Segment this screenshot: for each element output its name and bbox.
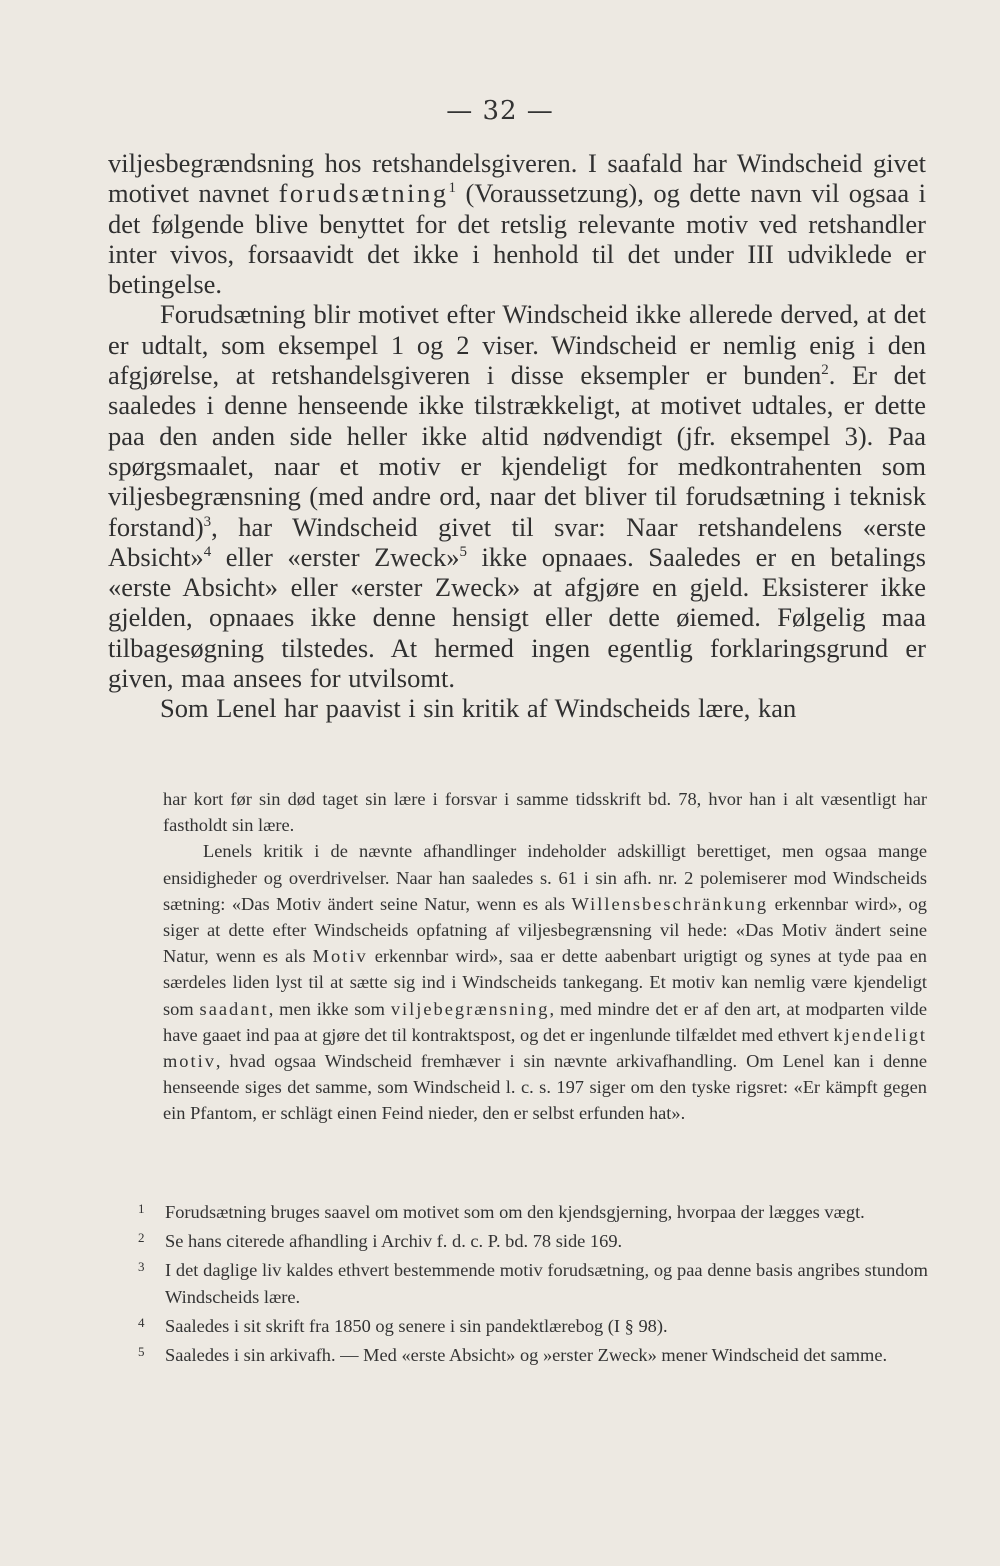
paragraph-3: Som Lenel har paavist i sin kritik af Windscheids lære, kan <box>160 693 797 724</box>
footnote-text: Saaledes i sit skrift fra 1850 og senere i sin pandektlærebog (I § 98). <box>165 1315 668 1336</box>
text-run: eller «erster Zweck» <box>211 541 460 572</box>
text-run: Forudsætning blir motivet efter Windscheid ikke allerede derved, at det er udtalt, som eksempel 1 og 2 viser. Windscheid er nemlig enig i den afgjørelse, at retshandelsgiveren i disse eksempler er bunden <box>108 299 926 391</box>
text-run: ikke opnaaes. Saaledes er en betalings «erste Absicht» eller «erster Zweck» at afgjøre en gjeld. Eksisterer ikke gjelden, opnaaes ikke denne hensigt eller dette øiemed. Følgelig maa tilbagesøgning tilstedes. At hermed ingen egentlig forklaringsgrund er given, maa ansees for utvilsomt. <box>108 541 926 694</box>
spaced-term: kjendeligt motiv <box>163 1024 927 1072</box>
footnote-text: I det daglige liv kaldes ethvert bestemmende motiv forudsætning, og paa denne basis angribes stundom Windscheids lære. <box>165 1260 928 1307</box>
footnote-mark: 2 <box>138 1230 145 1246</box>
text-run: , men ikke som <box>268 998 391 1019</box>
spaced-term: Motiv <box>312 946 368 967</box>
text-run: erkennbar wird», og siger at dette efter Windscheids opfatning af viljesbegrænsning vil hede: «Das Motiv ändert seine Natur, wenn es als <box>163 893 927 967</box>
page-number: — 32 — <box>446 96 554 126</box>
spaced-term: Willensbeschränkung <box>571 893 769 914</box>
footnote-ref-2: 2 <box>821 362 829 379</box>
spaced-term: saadant <box>199 998 269 1019</box>
footnote-5 <box>138 1342 928 1368</box>
text-run: , hvad ogsaa Windscheid fremhæver i sin nævnte arkivafhandling. Om Lenel kan i denne henseende siges det samme, som Windscheid l. c. s. 197 siger om den tyske rigsret: «Er kämpft gegen ein Pfantom, er schlägt einen Feind nieder, den er selbst erfunden hat». <box>163 1051 927 1124</box>
paragraph-1 <box>108 148 926 299</box>
spaced-term: viljebegrænsning <box>390 998 550 1019</box>
note-paragraph-2 <box>163 838 927 1126</box>
footnote-text: Saaledes i sin arkivafh. — Med «erste Absicht» og »erster Zweck» mener Windscheid det samme. <box>165 1345 888 1366</box>
spaced-term: forudsætning <box>278 178 449 209</box>
footnote-3 <box>138 1257 928 1309</box>
text-run: Lenels kritik i de nævnte afhandlinger indeholder adskilligt berettiget, men ogsaa mange ensidigheder og overdrivelser. Naar han saaledes s. 61 i sin afh. nr. 2 polemiserer mod Windscheids sætning: «Das Motiv ändert seine Natur, wenn es als <box>163 841 927 914</box>
note-continuation <box>163 786 927 1127</box>
footnote-ref-1: 1 <box>448 180 456 197</box>
text-run: erkennbar wird», saa er dette aabenbart urigtigt og synes at tyde paa en særdeles liden lyst til at sætte sig ind i Windscheids tankegang. Et motiv kan nemlig være kjendeligt som <box>163 946 927 1019</box>
footnote-mark: 5 <box>138 1344 145 1360</box>
footnote-1 <box>138 1199 928 1225</box>
footnote-4 <box>138 1313 928 1339</box>
main-text <box>108 148 926 724</box>
text-run: , har Windscheid givet til svar: Naar retshandelens «erste Absicht» <box>108 511 926 572</box>
footnote-ref-4: 4 <box>203 544 212 561</box>
note-paragraph-1: har kort før sin død taget sin lære i forsvar i samme tidsskrift bd. 78, hvor han i alt væsentligt har fastholdt sin lære. <box>163 789 927 836</box>
text-run: , med mindre det er af den art, at modparten vilde have gaaet ind paa at gjøre det til kontraktspost, og det er ingenlunde tilfældet med ethvert <box>163 998 927 1045</box>
paragraph-2 <box>108 299 926 693</box>
text-run: . Er det saaledes i denne henseende ikke tilstrækkeligt, at motivet udtales, er dette paa den anden side heller ikke altid nødvendigt (jfr. eksempel 3). Paa spørgsmaalet, naar et motiv er kjendeligt for medkontrahenten som viljesbegrænsning (med andre ord, naar det bliver til forudsætning i teknisk forstand) <box>108 360 926 542</box>
footnote-text: Se hans citerede afhandling i Archiv f. d. c. P. bd. 78 side 169. <box>165 1231 623 1252</box>
footnote-mark: 3 <box>138 1259 145 1275</box>
footnote-text: Forudsætning bruges saavel om motivet som om den kjendsgjerning, hvorpaa der lægges vægt. <box>165 1202 865 1222</box>
footnote-ref-5: 5 <box>459 544 467 561</box>
footnote-mark: 4 <box>138 1314 145 1330</box>
text-run: viljesbegrændsning hos retshandelsgiveren. I saafald har Windscheid givet motivet navnet <box>108 148 926 209</box>
footnote-2 <box>138 1228 928 1254</box>
footnote-ref-3: 3 <box>203 513 212 530</box>
footnotes <box>138 1199 928 1371</box>
text-run: (Voraussetzung), og dette navn vil ogsaa i det følgende blive benyttet for det retslig relevante motiv ved retshandler inter vivos, forsaavidt det ikke i henhold til det under III udviklede er betingelse. <box>108 178 927 300</box>
footnote-mark: 1 <box>138 1201 145 1216</box>
